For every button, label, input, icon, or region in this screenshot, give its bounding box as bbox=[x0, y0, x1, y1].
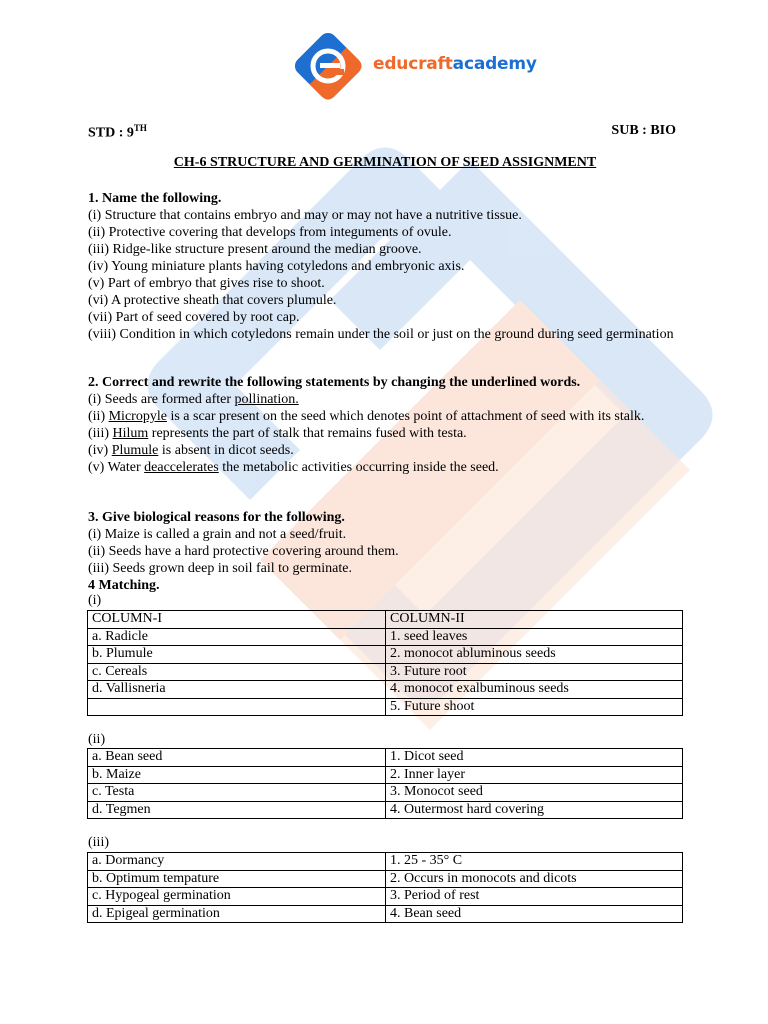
question-item: (v) Part of embryo that gives rise to shoot. bbox=[88, 276, 325, 291]
table-cell: COLUMN-II bbox=[386, 611, 683, 629]
question-item: (iii) Seeds grown deep in soil fail to germinate. bbox=[88, 561, 352, 576]
question-item: (iii) Hilum represents the part of stalk that remains fused with testa. bbox=[88, 426, 467, 441]
table-cell: b. Maize bbox=[88, 766, 386, 784]
table-cell: 5. Future shoot bbox=[386, 698, 683, 716]
assignment-title: CH-6 STRUCTURE AND GERMINATION OF SEED ASSIGNMENT bbox=[173, 155, 597, 170]
table-cell: 2. monocot abluminous seeds bbox=[386, 646, 683, 664]
question-3-heading: 3. Give biological reasons for the following. bbox=[88, 510, 345, 525]
table-row bbox=[88, 870, 683, 888]
table-row bbox=[88, 698, 683, 716]
table-cell: 2. Occurs in monocots and dicots bbox=[386, 870, 683, 888]
table-cell: 4. monocot exalbuminous seeds bbox=[386, 681, 683, 699]
table-cell: a. Bean seed bbox=[88, 749, 386, 767]
table-cell bbox=[88, 698, 386, 716]
table-cell: d. Tegmen bbox=[88, 801, 386, 819]
question-4-heading: 4 Matching. bbox=[88, 578, 160, 593]
table-cell: 3. Period of rest bbox=[386, 888, 683, 906]
table-row bbox=[88, 681, 683, 699]
question-item: (i) Seeds are formed after pollination. bbox=[88, 392, 299, 407]
table-row bbox=[88, 628, 683, 646]
table-cell: 1. seed leaves bbox=[386, 628, 683, 646]
subject-label: SUB : BIO bbox=[611, 123, 676, 138]
table-cell: c. Cereals bbox=[88, 663, 386, 681]
table-row bbox=[88, 766, 683, 784]
table-cell: d. Epigeal germination bbox=[88, 905, 386, 923]
question-item: (vi) A protective sheath that covers plumule. bbox=[88, 293, 337, 308]
matching-table-2 bbox=[87, 748, 683, 819]
table-cell: 2. Inner layer bbox=[386, 766, 683, 784]
table-row bbox=[88, 905, 683, 923]
question-item: (v) Water deaccelerates the metabolic activities occurring inside the seed. bbox=[88, 460, 499, 475]
table-row bbox=[88, 749, 683, 767]
matching-table-1 bbox=[87, 610, 683, 716]
table-row bbox=[88, 784, 683, 802]
table-row bbox=[88, 888, 683, 906]
table-cell: COLUMN-I bbox=[88, 611, 386, 629]
table-cell: 4. Outermost hard covering bbox=[386, 801, 683, 819]
table-2-label: (ii) bbox=[88, 732, 106, 747]
question-3 bbox=[88, 509, 688, 594]
matching-table-3 bbox=[87, 852, 683, 923]
table-cell: d. Vallisneria bbox=[88, 681, 386, 699]
question-item: (i) Structure that contains embryo and may or may not have a nutritive tissue. bbox=[88, 208, 522, 223]
table-cell: c. Hypogeal germination bbox=[88, 888, 386, 906]
table-cell: a. Radicle bbox=[88, 628, 386, 646]
table-row bbox=[88, 611, 683, 629]
standard-label: STD : 9TH bbox=[88, 123, 147, 141]
table-1-label: (i) bbox=[88, 593, 102, 608]
question-1-heading: 1. Name the following. bbox=[88, 191, 222, 206]
question-2 bbox=[88, 374, 688, 476]
table-cell: 1. 25 - 35° C bbox=[386, 853, 683, 871]
question-item: (iii) Ridge-like structure present around the median groove. bbox=[88, 242, 422, 257]
question-item: (iv) Plumule is absent in dicot seeds. bbox=[88, 443, 294, 458]
question-item: (viii) Condition in which cotyledons remain under the soil or just on the ground during seed germination bbox=[88, 327, 674, 342]
table-row bbox=[88, 801, 683, 819]
table-row bbox=[88, 646, 683, 664]
table-row bbox=[88, 663, 683, 681]
table-cell: 4. Bean seed bbox=[386, 905, 683, 923]
table-row bbox=[88, 853, 683, 871]
table-cell: b. Plumule bbox=[88, 646, 386, 664]
question-item: (iv) Young miniature plants having cotyledons and embryonic axis. bbox=[88, 259, 465, 274]
question-item: (vii) Part of seed covered by root cap. bbox=[88, 310, 300, 325]
table-cell: 3. Future root bbox=[386, 663, 683, 681]
question-2-heading: 2. Correct and rewrite the following statements by changing the underlined words. bbox=[88, 375, 581, 390]
table-cell: 3. Monocot seed bbox=[386, 784, 683, 802]
table-cell: a. Dormancy bbox=[88, 853, 386, 871]
question-item: (i) Maize is called a grain and not a seed/fruit. bbox=[88, 527, 347, 542]
table-cell: c. Testa bbox=[88, 784, 386, 802]
brand-logo bbox=[290, 28, 537, 104]
question-1 bbox=[88, 190, 688, 343]
table-3-label: (iii) bbox=[88, 835, 109, 850]
brand-name: educraftacademy bbox=[373, 54, 537, 74]
question-item: (ii) Protective covering that develops from integuments of ovule. bbox=[88, 225, 452, 240]
educraft-logo-icon bbox=[290, 28, 366, 104]
question-item: (ii) Micropyle is a scar present on the seed which denotes point of attachment of seed with its stalk. bbox=[88, 409, 645, 424]
question-item: (ii) Seeds have a hard protective covering around them. bbox=[88, 544, 399, 559]
table-cell: 1. Dicot seed bbox=[386, 749, 683, 767]
table-cell: b. Optimum tempature bbox=[88, 870, 386, 888]
